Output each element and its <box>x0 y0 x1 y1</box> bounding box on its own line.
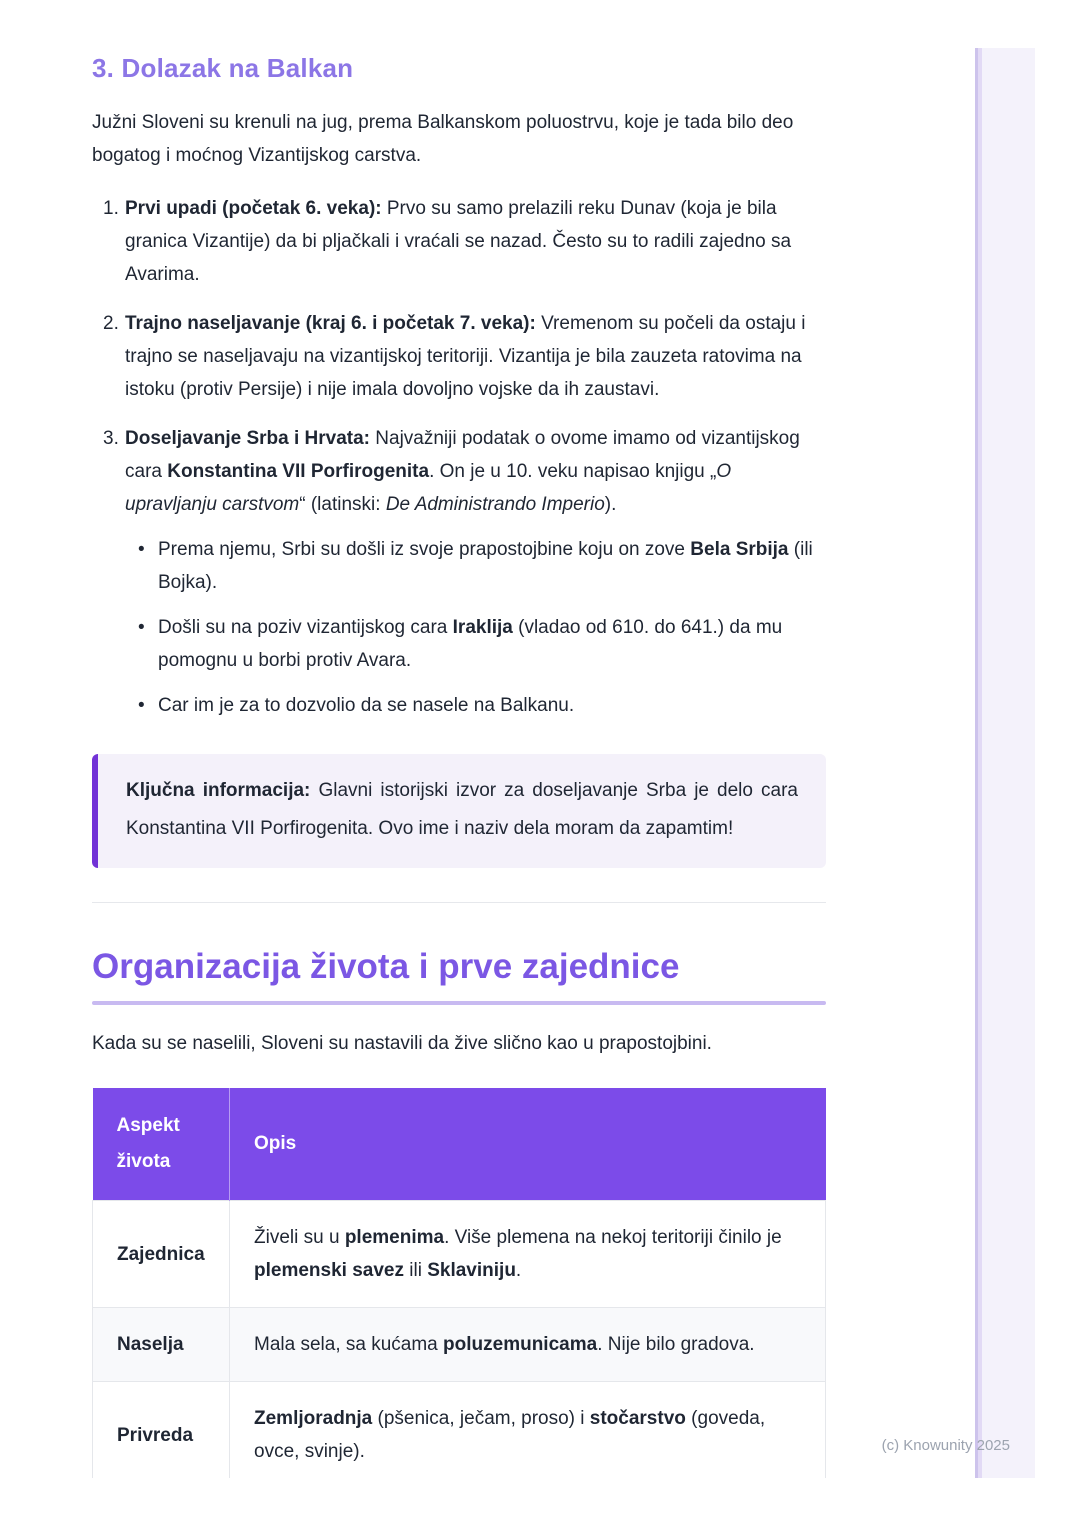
numbered-item-3 <box>92 422 826 521</box>
table-header-aspekt: Aspekt života <box>93 1088 230 1201</box>
bullet-list <box>92 533 826 722</box>
section-divider <box>92 902 826 903</box>
aspect-cell: Zajednica <box>93 1201 230 1308</box>
bullet-item-2 <box>92 611 826 677</box>
list-number: 1. <box>103 198 119 219</box>
description-cell: Zemljoradnja (pšenica, ječam, proso) i stočarstvo (goveda, ovce, svinje). <box>230 1382 826 1479</box>
copyright-notice: (c) Knowunity 2025 <box>881 1437 1010 1454</box>
numbered-item-2 <box>92 307 826 406</box>
key-info-callout <box>92 754 826 868</box>
list-item-text: Doseljavanje Srba i Hrvata: Najvažniji podatak o ovome imamo od vizantijskog cara Konstantina VII Porfirogenita. On je u 10. veku napisao knjigu „O upravljanju carstvom“ (latinski: De Administrando Imperio). <box>125 428 800 515</box>
numbered-list <box>92 192 826 521</box>
page-edge-strip <box>975 48 1035 1478</box>
table-row <box>93 1382 826 1479</box>
description-cell: Živeli su u plemenima. Više plemena na nekoj teritoriji činilo je plemenski savez ili Sklaviniju. <box>230 1201 826 1308</box>
document-content <box>92 0 826 1478</box>
organizacija-intro-paragraph: Kada su se naselili, Sloveni su nastavili da žive slično kao u prapostojbini. <box>92 1033 712 1054</box>
bullet-text: Prema njemu, Srbi su došli iz svoje prapostojbine koju on zove Bela Srbija (ili Bojka). <box>158 539 813 593</box>
list-number: 2. <box>103 313 119 334</box>
bullet-icon: • <box>138 695 145 716</box>
section-heading-dolazak: 3. Dolazak na Balkan <box>92 53 354 83</box>
numbered-item-1 <box>92 192 826 291</box>
list-item-text: Prvi upadi (početak 6. veka): Prvo su samo prelazili reku Dunav (koja je bila granica Vizantije) da bi pljačkali i vraćali se nazad. Često su to radili zajedno sa Avarima. <box>125 198 792 285</box>
aspect-cell: Naselja <box>93 1308 230 1382</box>
intro-paragraph: Južni Sloveni su krenuli na jug, prema Balkanskom poluostrvu, koje je tada bilo deo bogatog i moćnog Vizantijskog carstva. <box>92 112 794 166</box>
section-heading-organizacija: Organizacija života i prve zajednice <box>92 947 680 986</box>
heading-underline <box>92 1001 826 1005</box>
bullet-item-3 <box>92 689 826 722</box>
table-header-opis: Opis <box>230 1088 826 1201</box>
bullet-item-1 <box>92 533 826 599</box>
bullet-icon: • <box>138 539 145 560</box>
aspects-table <box>92 1088 826 1478</box>
table-header-row <box>93 1088 826 1201</box>
description-cell: Mala sela, sa kućama poluzemunicama. Nije bilo gradova. <box>230 1308 826 1382</box>
list-item-text: Trajno naseljavanje (kraj 6. i početak 7. veka): Vremenom su počeli da ostaju i trajno se naseljavaju na vizantijskoj teritoriji. Vizantija je bila zauzeta ratovima na istoku (protiv Persije) i nije imala dovoljno vojske da ih zaustavi. <box>125 313 806 400</box>
aspect-cell: Privreda <box>93 1382 230 1479</box>
list-number: 3. <box>103 428 119 449</box>
table-row <box>93 1201 826 1308</box>
table-row <box>93 1308 826 1382</box>
callout-text: Ključna informacija: Glavni istorijski izvor za doseljavanje Srba je delo cara Konstantina VII Porfirogenita. Ovo ime i naziv dela moram da zapamtim! <box>126 780 798 839</box>
bullet-text: Došli su na poziv vizantijskog cara Iraklija (vladao od 610. do 641.) da mu pomognu u borbi protiv Avara. <box>158 617 783 671</box>
bullet-icon: • <box>138 617 145 638</box>
bullet-text: Car im je za to dozvolio da se nasele na Balkanu. <box>158 695 575 716</box>
